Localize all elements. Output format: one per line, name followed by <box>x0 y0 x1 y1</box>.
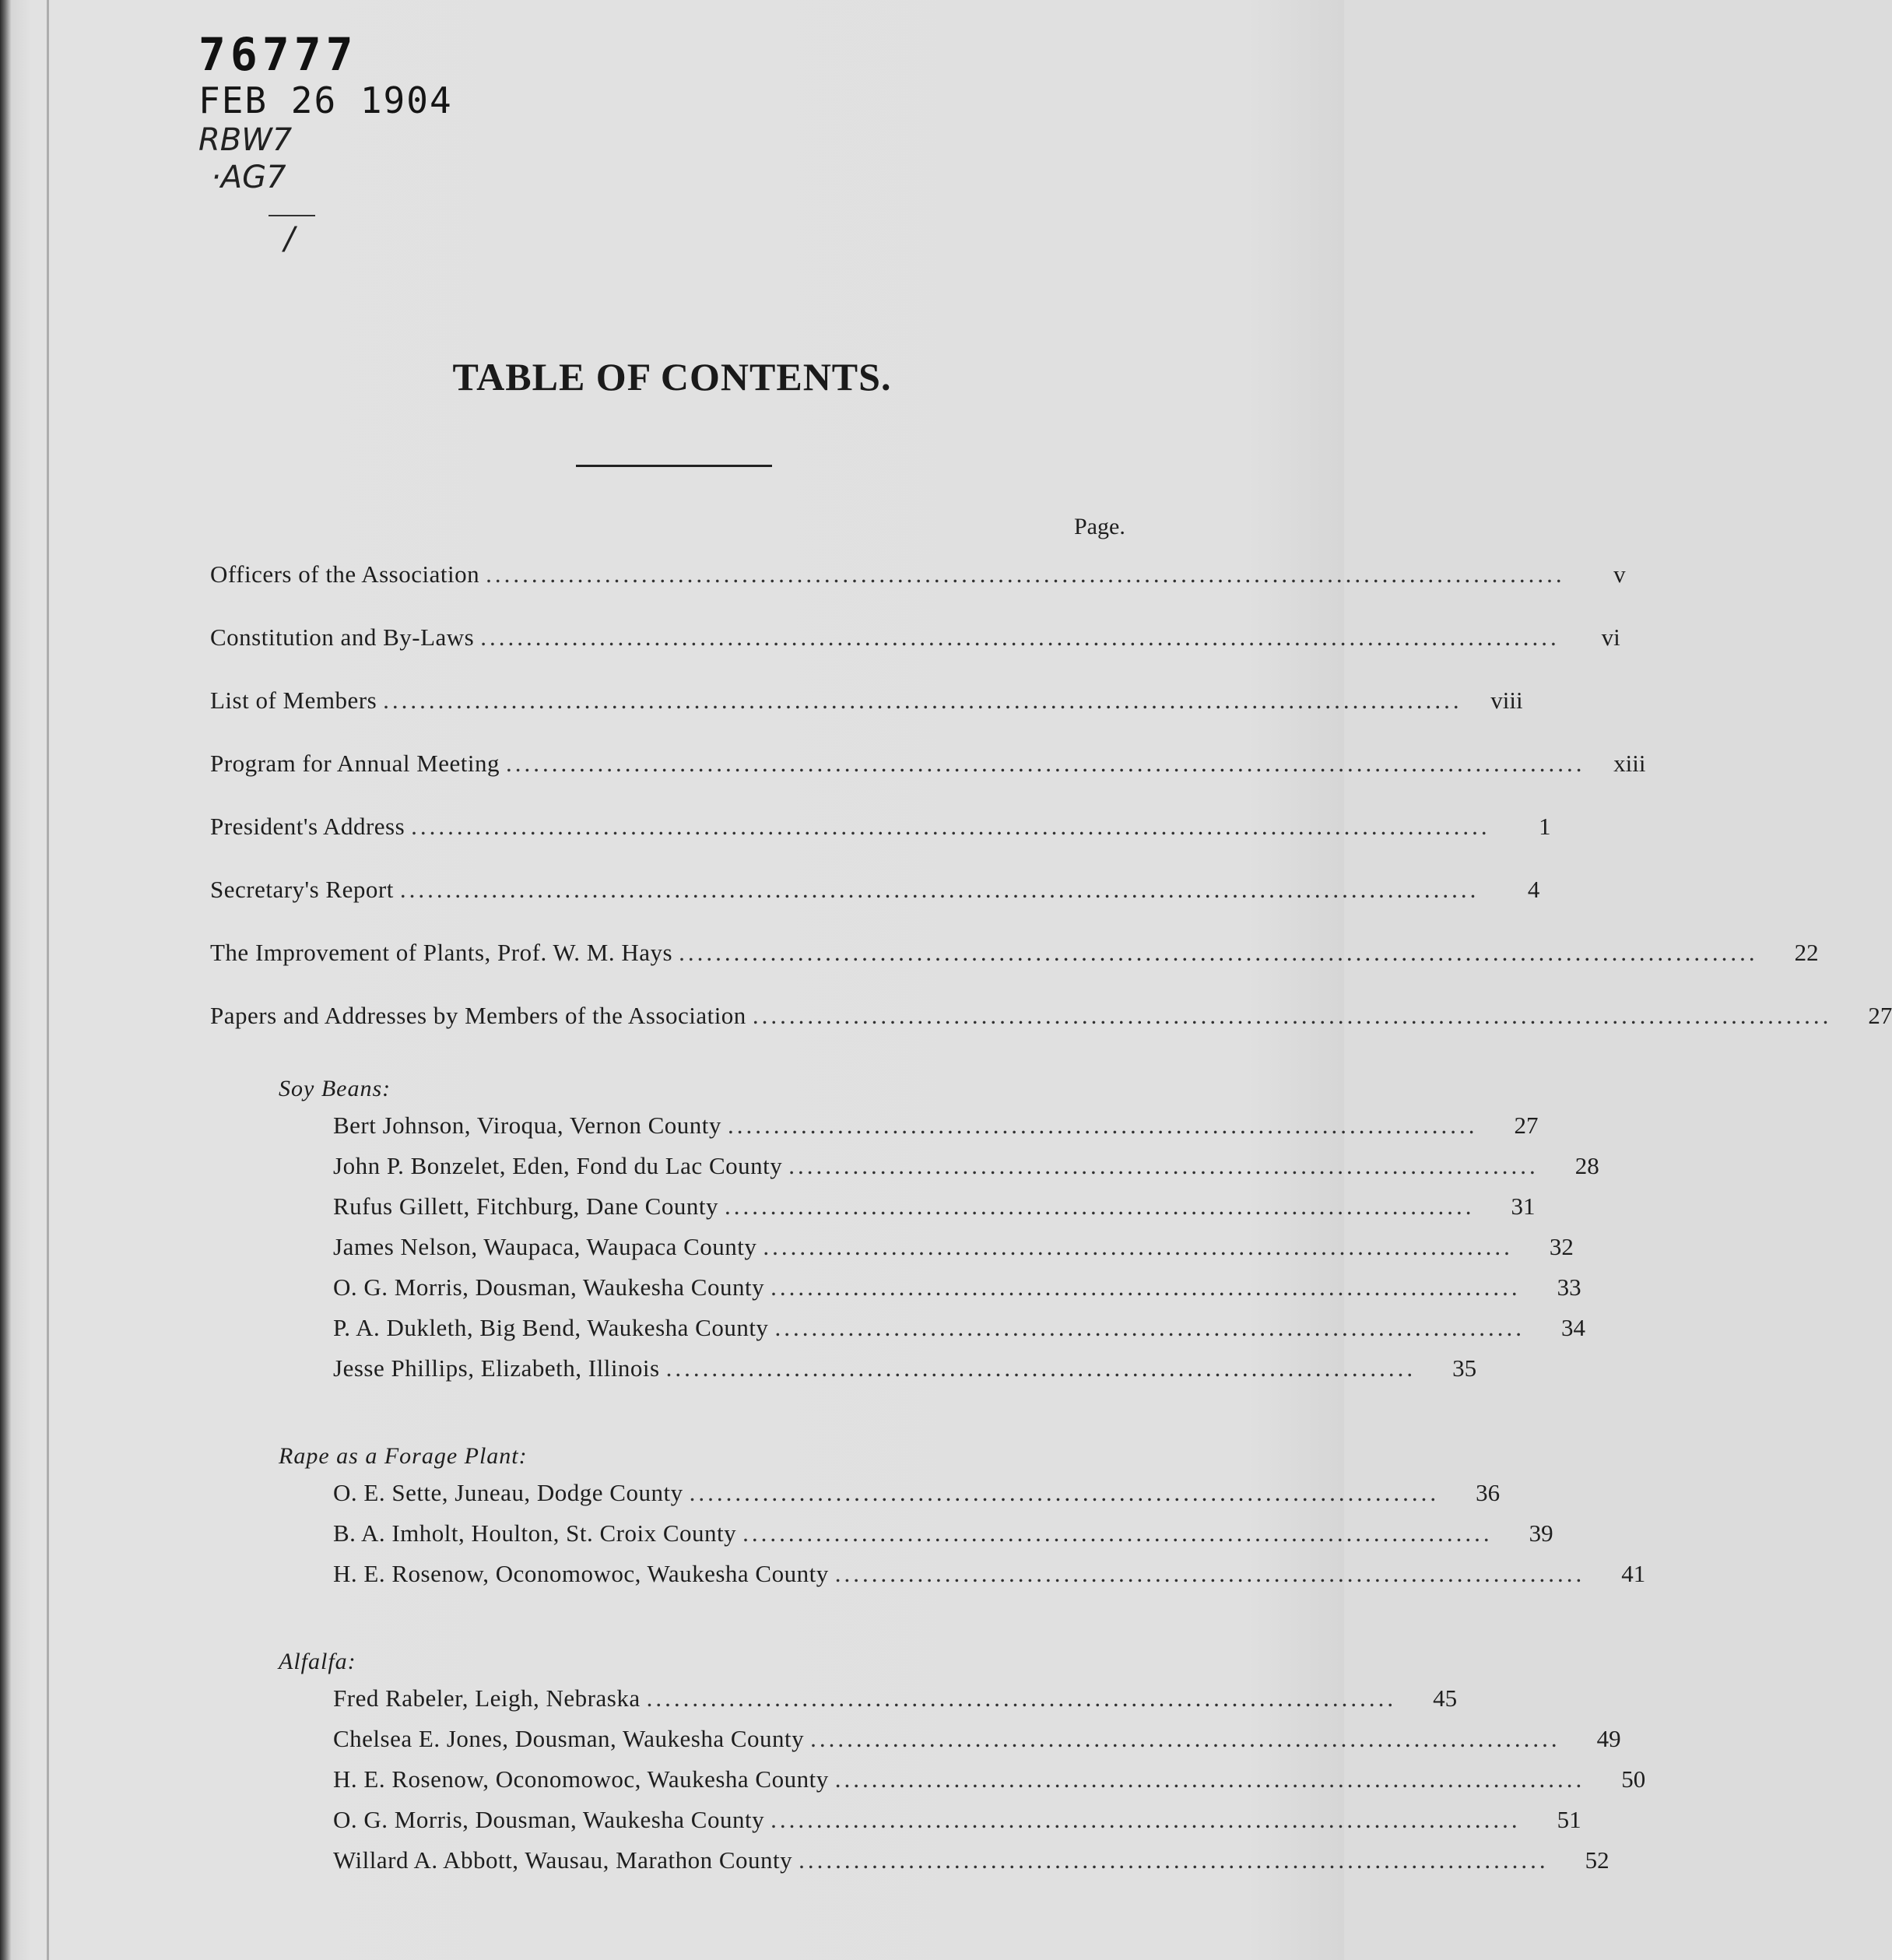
toc-entry-label: List of Members <box>210 687 377 714</box>
toc-entry-page: 50 <box>1621 1765 1646 1793</box>
toc-sub-entry <box>333 1806 1581 1846</box>
toc-sub-entry <box>333 1725 1621 1765</box>
page-fold-line <box>47 0 49 1960</box>
toc-entry <box>210 687 1523 750</box>
toc-entry-label: Bert Johnson, Viroqua, Vernon County <box>333 1112 721 1139</box>
toc-entry-page: 1 <box>1539 813 1551 840</box>
dot-leader: .................................................................................. <box>810 1725 1560 1752</box>
section-title: Alfalfa: <box>279 1649 356 1674</box>
toc-entry-page: 35 <box>1452 1354 1477 1382</box>
toc-entry-label: B. A. Imholt, Houlton, St. Croix County <box>333 1519 737 1547</box>
dot-leader: ...................................................................................................................... <box>679 939 1758 966</box>
call-number-underline <box>269 215 315 216</box>
toc-entry-label: Jesse Phillips, Elizabeth, Illinois <box>333 1354 660 1382</box>
toc-entry-page: 33 <box>1557 1273 1581 1301</box>
stamp-date: FEB 26 1904 <box>198 79 453 121</box>
toc-sub-entry <box>333 1314 1585 1354</box>
toc-entry-label: H. E. Rosenow, Oconomowoc, Waukesha County <box>333 1560 829 1587</box>
toc-entry-label: The Improvement of Plants, Prof. W. M. Hays <box>210 939 673 966</box>
toc-entry-page: 36 <box>1476 1479 1501 1506</box>
toc-entry <box>210 560 1626 623</box>
toc-entry-label: Fred Rabeler, Leigh, Nebraska <box>333 1684 641 1712</box>
toc-entry-label: H. E. Rosenow, Oconomowoc, Waukesha County <box>333 1765 829 1793</box>
toc-section-alfalfa <box>210 1644 1646 1887</box>
toc-entry-page: 45 <box>1433 1684 1458 1712</box>
title-divider <box>576 465 772 467</box>
toc-sub-entry <box>333 1273 1581 1314</box>
toc-entry-page: 34 <box>1560 1314 1585 1341</box>
toc-entry-page: viii <box>1490 687 1523 714</box>
toc-entry-page: 27 <box>1868 1002 1892 1029</box>
toc-sub-entry <box>333 1846 1609 1887</box>
toc-entry-page: 51 <box>1557 1806 1581 1833</box>
page-title: TABLE OF CONTENTS. <box>452 355 892 399</box>
toc-entry-page: 39 <box>1529 1519 1553 1547</box>
toc-entry-label: O. G. Morris, Dousman, Waukesha County <box>333 1273 765 1301</box>
toc-entry-label: O. E. Sette, Juneau, Dodge County <box>333 1479 683 1506</box>
call-number-line-1: RBW7 <box>198 122 293 158</box>
toc-entry-page: 28 <box>1574 1152 1599 1179</box>
toc-entry-label: Officers of the Association <box>210 560 480 588</box>
section-title: Rape as a Forage Plant: <box>279 1443 528 1469</box>
toc-entry-label: Constitution and By-Laws <box>210 623 475 651</box>
accession-number: 76777 <box>198 28 358 81</box>
toc-entry-label: Chelsea E. Jones, Dousman, Waukesha County <box>333 1725 805 1752</box>
dot-leader: .................................................................................. <box>834 1765 1585 1793</box>
dot-leader: ...................................................................................................................... <box>411 813 1490 840</box>
dot-leader: .................................................................................. <box>774 1314 1525 1341</box>
toc-sub-entry <box>333 1684 1458 1725</box>
dot-leader: ...................................................................................................................... <box>383 687 1462 714</box>
toc-entry-label: Papers and Addresses by Members of the Association <box>210 1002 746 1029</box>
toc-sub-entry <box>333 1560 1646 1600</box>
toc-entry-label: James Nelson, Waupaca, Waupaca County <box>333 1233 757 1260</box>
toc-sub-entry <box>333 1354 1477 1395</box>
dot-leader: .................................................................................. <box>727 1112 1478 1139</box>
dot-leader: .................................................................................. <box>788 1152 1539 1179</box>
dot-leader: .................................................................................. <box>742 1519 1493 1547</box>
table-of-contents <box>210 560 1892 1887</box>
dot-leader: .................................................................................. <box>763 1233 1513 1260</box>
section-title: Soy Beans: <box>279 1076 391 1101</box>
toc-section-rape <box>210 1438 1646 1600</box>
toc-entry <box>210 750 1646 813</box>
toc-entry-page: 52 <box>1585 1846 1609 1874</box>
toc-sub-entry <box>333 1233 1574 1273</box>
page-column-heading: Page. <box>1074 514 1125 539</box>
dot-leader: .................................................................................. <box>689 1479 1440 1506</box>
toc-sub-entry <box>333 1765 1646 1806</box>
toc-sub-entry <box>333 1112 1539 1152</box>
dot-leader: ...................................................................................................................... <box>399 876 1480 903</box>
toc-entry-label: John P. Bonzelet, Eden, Fond du Lac County <box>333 1152 783 1179</box>
toc-entry-page: 27 <box>1514 1112 1539 1139</box>
toc-entry-label: Program for Annual Meeting <box>210 750 500 777</box>
toc-entry-page: 31 <box>1511 1193 1536 1220</box>
call-number-line-3: / <box>284 221 295 257</box>
toc-sub-entry <box>333 1519 1553 1560</box>
toc-entry-page: 32 <box>1549 1233 1574 1260</box>
dot-leader: .................................................................................. <box>646 1684 1397 1712</box>
toc-entry <box>210 1002 1892 1065</box>
dot-leader: ...................................................................................................................... <box>752 1002 1832 1029</box>
dot-leader: ...................................................................................................................... <box>506 750 1585 777</box>
book-spine-edge <box>0 0 11 1960</box>
toc-entry-page: 4 <box>1527 876 1540 903</box>
dot-leader: ...................................................................................................................... <box>480 623 1560 651</box>
toc-entry-label: P. A. Dukleth, Big Bend, Waukesha County <box>333 1314 769 1341</box>
toc-sub-entry <box>333 1479 1501 1519</box>
toc-entry-label: Secretary's Report <box>210 876 394 903</box>
toc-entry-page: 41 <box>1621 1560 1646 1587</box>
section-spacer <box>210 1600 1167 1638</box>
toc-entry-label: Rufus Gillett, Fitchburg, Dane County <box>333 1193 718 1220</box>
toc-entry-page: vi <box>1601 623 1620 651</box>
toc-entry <box>210 939 1819 1002</box>
toc-sub-entry <box>333 1152 1599 1193</box>
dot-leader: .................................................................................. <box>770 1273 1521 1301</box>
toc-section-soy-beans <box>210 1071 1599 1395</box>
dot-leader: .................................................................................. <box>724 1193 1475 1220</box>
dot-leader: .................................................................................. <box>665 1354 1416 1382</box>
dot-leader: .................................................................................. <box>770 1806 1521 1833</box>
toc-entry-label: Willard A. Abbott, Wausau, Marathon County <box>333 1846 793 1874</box>
dot-leader: .................................................................................. <box>799 1846 1549 1874</box>
toc-entry <box>210 813 1551 876</box>
toc-entry-page: v <box>1613 560 1626 588</box>
section-spacer <box>210 1395 1167 1432</box>
toc-sub-entry <box>333 1193 1536 1233</box>
library-stamp <box>198 28 453 257</box>
dot-leader: ...................................................................................................................... <box>486 560 1565 588</box>
toc-entry-label: President's Address <box>210 813 405 840</box>
dot-leader: .................................................................................. <box>834 1560 1585 1587</box>
toc-entry-page: 49 <box>1596 1725 1621 1752</box>
toc-entry <box>210 876 1540 939</box>
toc-entry-page: xiii <box>1613 750 1646 777</box>
toc-entry-label: O. G. Morris, Dousman, Waukesha County <box>333 1806 765 1833</box>
call-number-line-2: ·AG7 <box>211 160 286 195</box>
toc-entry <box>210 623 1620 687</box>
toc-entry-page: 22 <box>1794 939 1819 966</box>
